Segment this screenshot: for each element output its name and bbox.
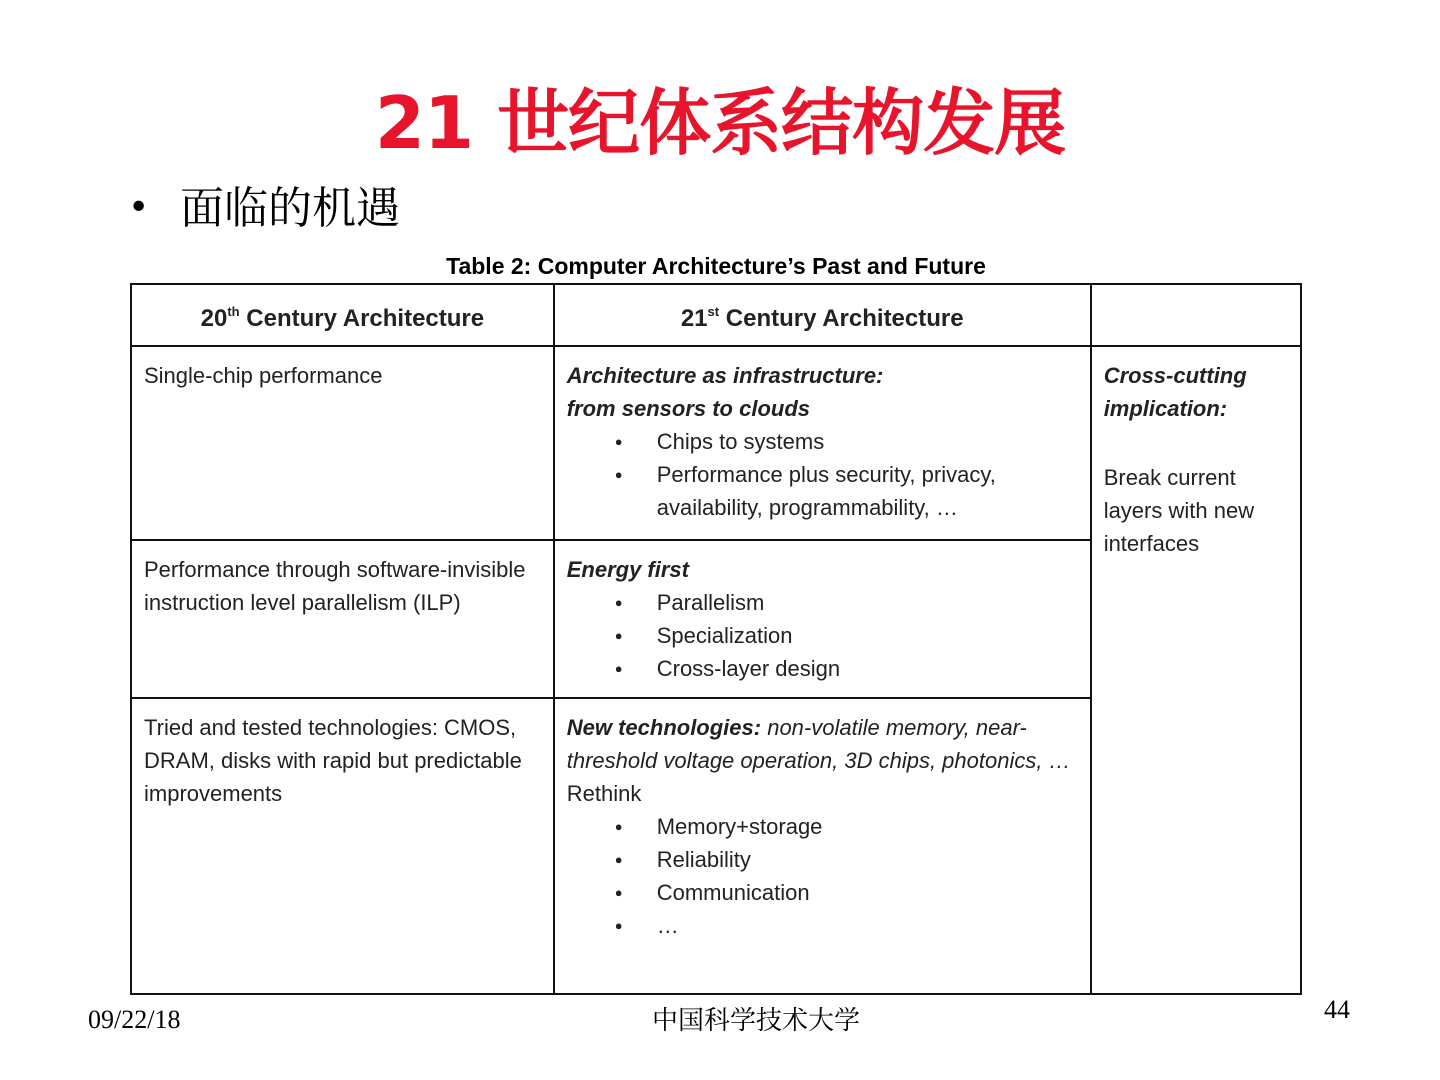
footer-date: 09/22/18 xyxy=(88,1005,181,1034)
slide-title: 21 世纪体系结构发展 xyxy=(374,81,1066,165)
header-20th-century: 20th Century Architecture xyxy=(131,284,554,346)
list-item: ● Reliability xyxy=(615,843,1078,876)
cross-cutting-heading: Cross-cutting implication: xyxy=(1103,363,1247,421)
past-cell: Single-chip performance xyxy=(131,346,554,540)
footer-organization: 中国科学技术大学 xyxy=(651,1006,860,1036)
cross-cutting-cell xyxy=(1091,346,1301,994)
architecture-table xyxy=(130,283,1302,995)
list-item: ● Memory+storage xyxy=(615,810,1078,843)
cross-cutting-body: Break current layers with new interfaces xyxy=(1103,465,1255,556)
future-heading-line: New technologies: non-volatile memory, near-threshold voltage operation, 3D chips, photonics, … xyxy=(566,715,1071,773)
page-number: 44 xyxy=(1324,995,1350,1024)
future-points xyxy=(567,425,1078,524)
header-21st-century: 21st Century Architecture xyxy=(554,284,1091,346)
past-cell: Tried and tested technologies: CMOS, DRAM, disks with rapid but predictable improvements xyxy=(131,698,554,994)
table-caption: Table 2: Computer Architecture’s Past and Future xyxy=(446,253,986,279)
bullet-dot-icon: • xyxy=(128,187,150,228)
future-heading: Architecture as infrastructure: xyxy=(566,363,884,388)
table-header-row xyxy=(131,284,1301,346)
list-item: ● … xyxy=(615,909,1078,942)
table-row xyxy=(131,346,1301,540)
list-item: ● Specialization xyxy=(615,619,1078,652)
future-heading: Energy first xyxy=(566,557,689,582)
header-empty xyxy=(1091,284,1301,346)
list-item: ● Cross-layer design xyxy=(615,652,1078,685)
list-item: ● Performance plus security, privacy, availability, programmability, … xyxy=(615,458,1078,524)
list-item: ● Communication xyxy=(615,876,1078,909)
list-item: ● Parallelism xyxy=(615,586,1078,619)
future-subheading: Rethink xyxy=(566,781,642,806)
bullet-item xyxy=(128,178,400,239)
future-cell xyxy=(554,540,1091,698)
list-item: ● Chips to systems xyxy=(615,425,1078,458)
future-cell xyxy=(554,346,1091,540)
bullet-text: 面临的机遇 xyxy=(180,183,400,234)
past-cell: Performance through software-invisible instruction level parallelism (ILP) xyxy=(131,540,554,698)
future-points xyxy=(567,586,1078,685)
future-heading: from sensors to clouds xyxy=(566,396,811,421)
future-cell xyxy=(554,698,1091,994)
future-points xyxy=(567,810,1078,942)
